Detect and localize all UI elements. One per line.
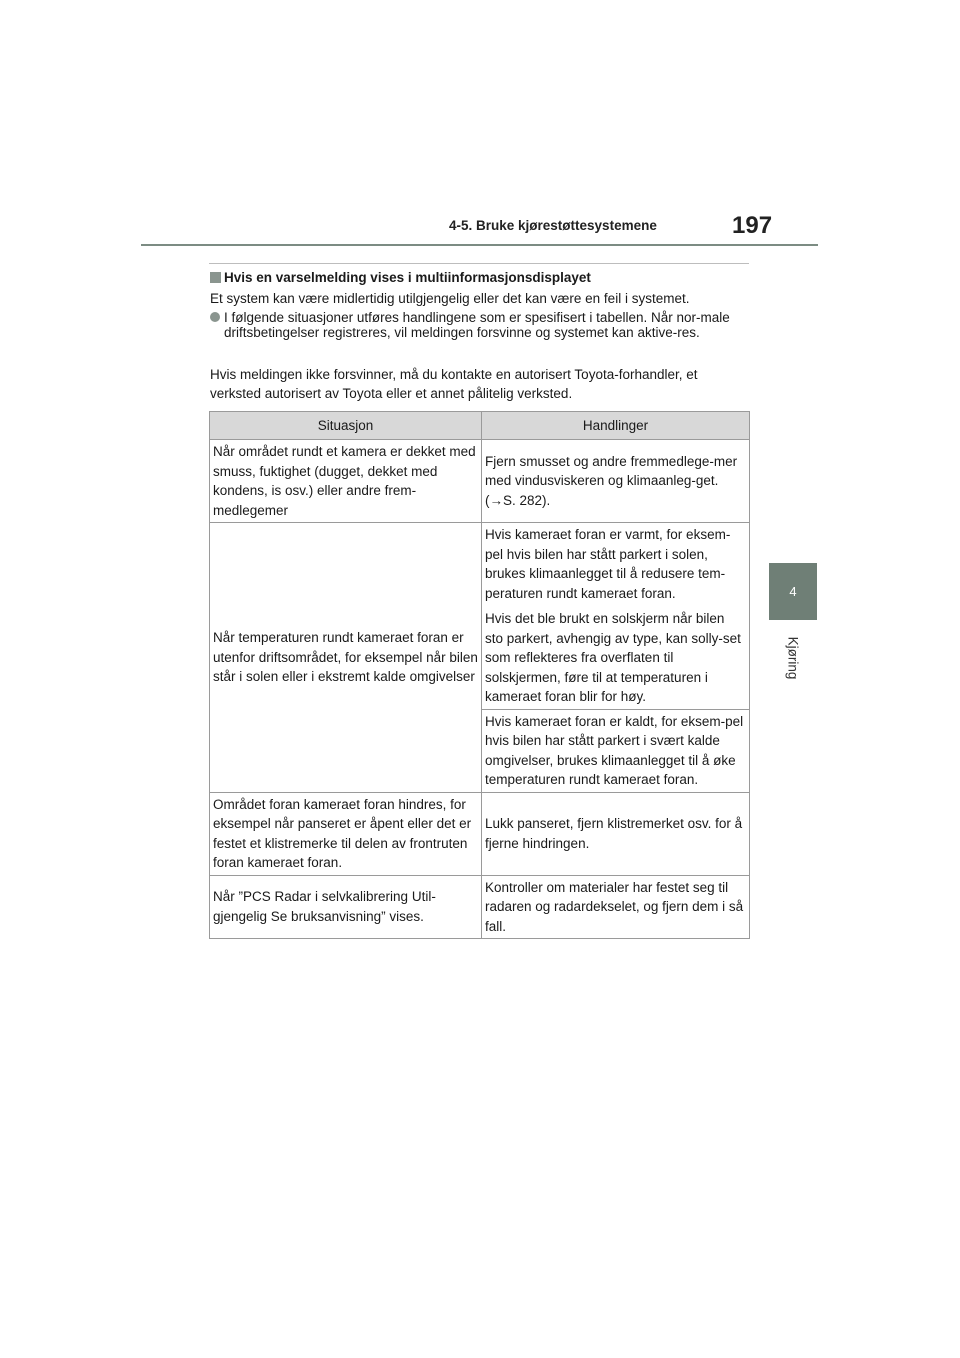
bullet-text: I følgende situasjoner utføres handlingene som er spesifisert i tabellen. Når nor-male driftsbetingelser registreres, vil meldingen forsvinne og systemet kan aktive-res. [224,310,730,340]
intro-paragraph: Et system kan være midlertidig utilgjengelig eller det kan være en feil i systemet. [210,291,690,306]
action-cell [482,875,750,939]
section-divider [209,263,749,264]
chapter-tab[interactable]: 4 [769,563,817,620]
chapter-label-text: Kjøring [785,636,801,680]
page-number: 197 [732,212,773,239]
header-divider [141,244,818,246]
section-heading [210,268,750,287]
action-text: Kontroller om materialer har festet seg til radaren og radardekselet, og fjern dem i så fall. [485,879,744,934]
chapter-label [780,632,806,684]
action-text: Lukk panseret, fjern klistremerket osv. for å fjerne hindringen. [485,816,743,851]
bullet-paragraph [210,310,764,340]
round-bullet-icon [210,312,220,322]
situation-cell: Når ”PCS Radar i selvkalibrering Util-gjengelig Se bruksanvisning” vises. [210,875,482,939]
header-actions: Handlinger [482,412,750,440]
header-situation: Situasjon [210,412,482,440]
action-text: Hvis kameraet foran er varmt, for eksem-pel hvis bilen har stått parkert i solen, brukes klimaanlegget til å redusere tem-peraturen rundt kameraet foran. [485,527,731,601]
table-row [210,875,750,939]
action-table [209,411,750,939]
action-cell [482,440,750,523]
situation-cell: Når temperaturen rundt kameraet foran er utenfor driftsområdet, for eksempel når bilen står i solen eller i ekstremt kalde omgivelser [210,523,482,793]
action-cell [482,792,750,875]
section-heading-text: Hvis en varselmelding vises i multiinformasjonsdisplayet [224,270,591,285]
table-row [210,523,750,710]
square-bullet-icon [210,272,221,283]
table-row [210,792,750,875]
section-title: 4-5. Bruke kjørestøttesystemene [449,218,657,233]
action-cell [482,523,750,710]
note-paragraph: Hvis meldingen ikke forsvinner, må du kontakte en autorisert Toyota-forhandler, et verksted autorisert av Toyota eller et annet pålitelig verksted. [210,367,698,401]
action-text: Hvis det ble brukt en solskjerm når bilen sto parkert, avhengig av type, kan solly-set som reflekteres fra overflaten til solskjermen, føre til at temperaturen i kameraet foran blir for høy. [485,611,741,704]
situation-cell: Området foran kameraet foran hindres, for eksempel når panseret er åpent eller det er festet et klistremerke til delen av frontruten foran kameraet foran. [210,792,482,875]
table-row [210,440,750,523]
situation-cell: Når området rundt et kamera er dekket med smuss, fuktighet (dugget, dekket med kondens, is osv.) eller andre frem-medlegemer [210,440,482,523]
table-header-row [210,412,750,440]
action-text: Fjern smusset og andre fremmedlege-mer med vindusviskeren og klimaanleg-get. (→S. 282). [485,453,738,508]
action-cell [482,709,750,792]
action-text: Hvis kameraet foran er kaldt, for eksem-pel hvis bilen har stått parkert i svært kalde omgivelser, brukes klimaanlegget til å øke temperaturen rundt kameraet foran. [485,713,744,787]
